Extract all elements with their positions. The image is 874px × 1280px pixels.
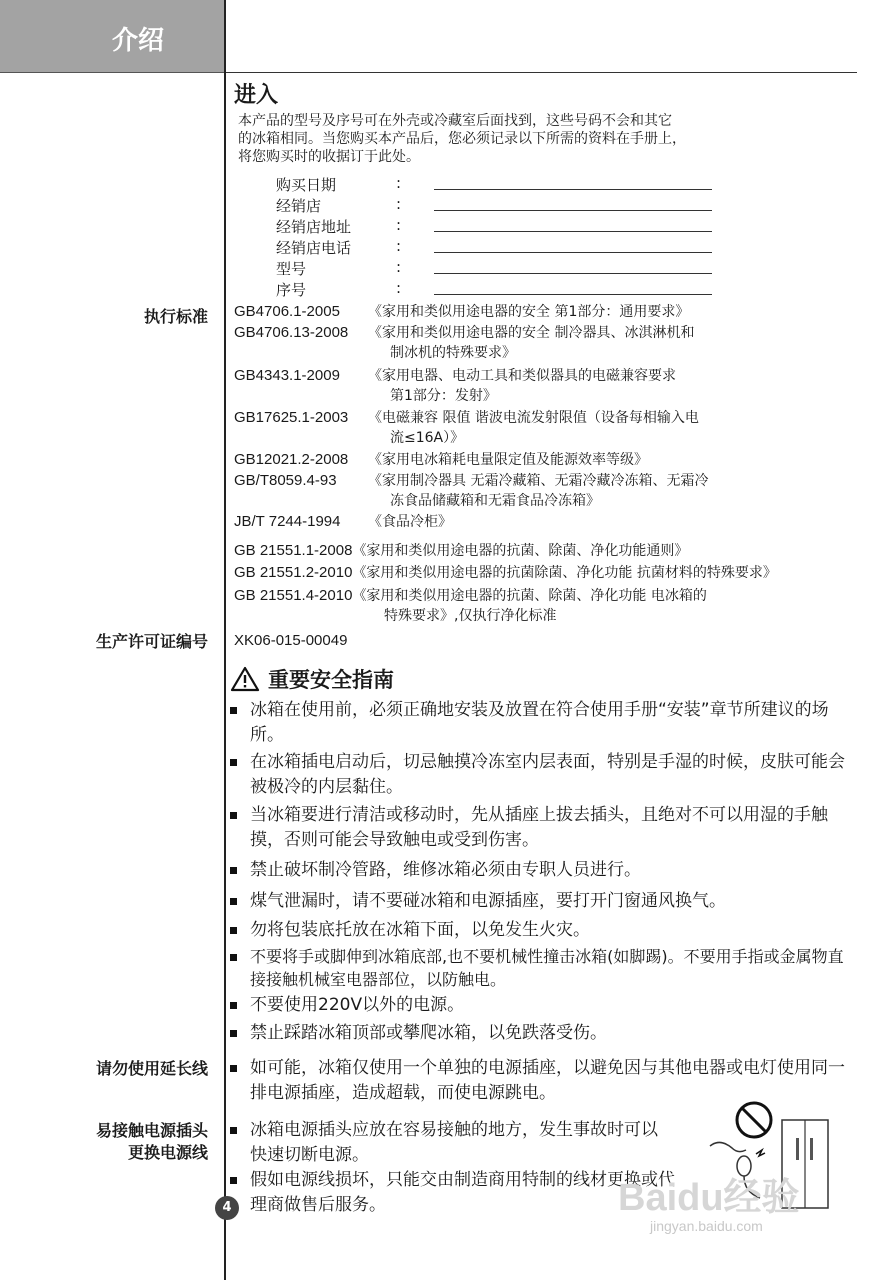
bullet-square-icon — [230, 867, 237, 874]
bullet-text: 冰箱在使用前，必须正确地安装及放置在符合使用手册“安装”章节所建议的场所。 — [250, 700, 829, 745]
form-blank-line[interactable] — [434, 294, 712, 295]
standard-code: JB/T 7244-1994 — [234, 513, 341, 530]
bullet-square-icon — [230, 1002, 237, 1009]
safety-heading-text: 重要安全指南 — [268, 668, 394, 692]
standard-code: GB 21551.4-2010 — [234, 587, 353, 604]
form-colon: : — [396, 174, 402, 192]
standard-code: GB4706.13-2008 — [234, 324, 349, 341]
standard-desc: 《家用和类似用途电器的安全 制冷器具、冰淇淋机和 — [368, 325, 695, 341]
standard-desc: 《食品冷柜》 — [368, 514, 452, 530]
form-label: 序号 — [276, 281, 307, 299]
standard-desc: 《家用和类似用途电器的抗菌、除菌、净化功能 电冰箱的 — [352, 588, 707, 604]
form-label: 经销店 — [276, 197, 322, 215]
bullet-text: 当冰箱要进行清洁或移动时，先从插座上拔去插头，且绝对不可以用湿的手触摸，否则可能会导致触电或受到伤害。 — [250, 805, 828, 850]
safety-bullet — [230, 698, 854, 748]
standard-desc: 《家用和类似用途电器的安全 第1部分：通用要求》 — [368, 304, 690, 320]
bullet-text: 冰箱电源插头应放在容易接触的地方，发生事故时可以快速切断电源。 — [250, 1120, 658, 1165]
safety-bullet — [230, 750, 854, 800]
bullet-square-icon — [230, 812, 237, 819]
license-label: 生产许可证编号 — [95, 632, 208, 651]
safety-heading — [230, 664, 394, 694]
standard-desc-cont: 冻食品储藏箱和无霜食品冷冻箱》 — [390, 493, 600, 509]
header-rule — [225, 72, 857, 73]
bullet-text: 假如电源线损坏，只能交由制造商用特制的线材更换或代理商做售后服务。 — [250, 1170, 675, 1215]
bullet-square-icon — [230, 927, 237, 934]
standard-desc-cont: 制冰机的特殊要求》 — [390, 345, 516, 361]
standard-desc: 《电磁兼容 限值 谐波电流发射限值（设备每相输入电 — [368, 410, 699, 426]
standard-item — [234, 302, 689, 322]
form-row-dealer-phone — [276, 237, 716, 258]
standard-item — [234, 323, 694, 363]
plug-label-line: 更换电源线 — [127, 1143, 208, 1162]
bullet-square-icon — [230, 707, 237, 714]
safety-bullet — [230, 803, 854, 853]
bullet-text: 煤气泄漏时，请不要碰冰箱和电源插座，要打开门窗通风换气。 — [250, 891, 726, 911]
form-label: 经销店电话 — [276, 239, 352, 257]
bullet-text: 禁止踩踏冰箱顶部或攀爬冰箱，以免跌落受伤。 — [250, 1023, 607, 1043]
intro-line: 本产品的型号及序号可在外壳或冷藏室后面找到，这些号码不会和其它 — [238, 113, 672, 129]
form-blank-line[interactable] — [434, 252, 712, 253]
bullet-square-icon — [230, 1177, 237, 1184]
standard-item — [234, 450, 648, 470]
bullet-text: 不要使用220V以外的电源。 — [250, 995, 465, 1015]
safety-bullet — [230, 1021, 854, 1046]
standard-desc: 《家用制冷器具 无霜冷藏箱、无霜冷藏冷冻箱、无霜冷 — [368, 473, 709, 489]
bullet-square-icon — [230, 1065, 237, 1072]
standard-item — [234, 471, 708, 511]
form-row-dealer — [276, 195, 716, 216]
standard-code: GB/T8059.4-93 — [234, 472, 337, 489]
bullet-square-icon — [230, 759, 237, 766]
standard-desc-cont: 流≤16A）》 — [390, 430, 465, 446]
watermark-url: jingyan.baidu.com — [650, 1218, 763, 1234]
plug-label — [96, 1120, 208, 1164]
intro-heading: 进入 — [234, 83, 279, 108]
form-colon: : — [396, 195, 402, 213]
form-blank-line[interactable] — [434, 210, 712, 211]
intro-line: 将您购买时的收据订于此处。 — [238, 149, 420, 165]
standard-code: GB 21551.2-2010 — [234, 564, 353, 581]
standard-desc-cont: 第1部分：发射》 — [390, 388, 497, 404]
standard-item — [234, 512, 452, 532]
bullet-square-icon — [230, 1127, 237, 1134]
standard-item — [234, 586, 707, 626]
standard-item — [234, 408, 699, 448]
form-label: 经销店地址 — [276, 218, 352, 236]
bullet-text: 禁止破坏制冷管路，维修冰箱必须由专职人员进行。 — [250, 860, 641, 880]
standard-code: GB12021.2-2008 — [234, 451, 349, 468]
intro-paragraph — [238, 112, 778, 166]
license-number: XK06-015-00049 — [234, 632, 348, 649]
safety-bullet — [230, 945, 854, 991]
form-colon: : — [396, 279, 402, 297]
section-tab — [0, 0, 225, 73]
warning-icon — [230, 666, 260, 692]
standard-code: GB 21551.1-2008 — [234, 542, 353, 559]
form-label: 购买日期 — [276, 176, 337, 194]
standard-desc: 《家用和类似用途电器的抗菌、除菌、净化功能通则》 — [352, 543, 689, 559]
bullet-square-icon — [230, 954, 237, 961]
form-label: 型号 — [276, 260, 307, 278]
bullet-text: 如可能，冰箱仅使用一个单独的电源插座，以避免因与其他电器或电灯使用同一排电源插座，造成超载，而使电源跳电。 — [250, 1058, 845, 1103]
form-blank-line[interactable] — [434, 189, 712, 190]
safety-bullet — [230, 918, 854, 943]
form-row-dealer-address — [276, 216, 716, 237]
form-row-model — [276, 258, 716, 279]
safety-bullet — [230, 858, 854, 883]
bullet-square-icon — [230, 1030, 237, 1037]
bullet-text: 不要将手或脚伸到冰箱底部,也不要机械性撞击冰箱(如脚踢)。不要用手指或金属物直接接触机械室电器部位，以防触电。 — [250, 947, 844, 989]
page-number-badge: 4 — [215, 1196, 239, 1220]
section-title: 介绍 — [112, 26, 165, 56]
standard-item — [234, 563, 777, 583]
bullet-text: 在冰箱插电启动后，切忌触摸冷冻室内层表面，特别是手湿的时候，皮肤可能会被极冷的内层黏住。 — [250, 752, 845, 797]
standard-desc: 《家用和类似用途电器的抗菌除菌、净化功能 抗菌材料的特殊要求》 — [352, 565, 777, 581]
bullet-square-icon — [230, 898, 237, 905]
form-blank-line[interactable] — [434, 273, 712, 274]
form-row-purchase-date — [276, 174, 716, 195]
standard-code: GB4706.1-2005 — [234, 303, 340, 320]
standard-code: GB4343.1-2009 — [234, 367, 340, 384]
form-colon: : — [396, 258, 402, 276]
extension-label: 请勿使用延长线 — [95, 1059, 208, 1078]
standard-item — [234, 541, 688, 561]
form-colon: : — [396, 216, 402, 234]
margin-rule — [224, 0, 226, 1280]
safety-bullet — [230, 889, 854, 914]
safety-bullet — [230, 993, 854, 1018]
watermark-brand: Baidu经验 — [618, 1177, 800, 1219]
form-row-serial — [276, 279, 716, 300]
plug-label-line: 易接触电源插头 — [95, 1121, 208, 1140]
plug-bullet — [230, 1118, 670, 1168]
bullet-text: 勿将包装底托放在冰箱下面，以免发生火灾。 — [250, 920, 590, 940]
standard-item — [234, 366, 676, 406]
form-blank-line[interactable] — [434, 231, 712, 232]
form-colon: : — [396, 237, 402, 255]
purchase-record-form — [276, 174, 716, 300]
intro-line: 的冰箱相同。当您购买本产品后，您必须记录以下所需的资料在手册上， — [238, 131, 686, 147]
standard-desc: 《家用电冰箱耗电量限定值及能源效率等级》 — [368, 452, 648, 468]
standards-label: 执行标准 — [143, 307, 208, 326]
standard-code: GB17625.1-2003 — [234, 409, 349, 426]
standard-desc-cont: 特殊要求》,仅执行净化标准 — [384, 608, 557, 624]
standard-desc: 《家用电器、电动工具和类似器具的电磁兼容要求 — [368, 368, 676, 384]
